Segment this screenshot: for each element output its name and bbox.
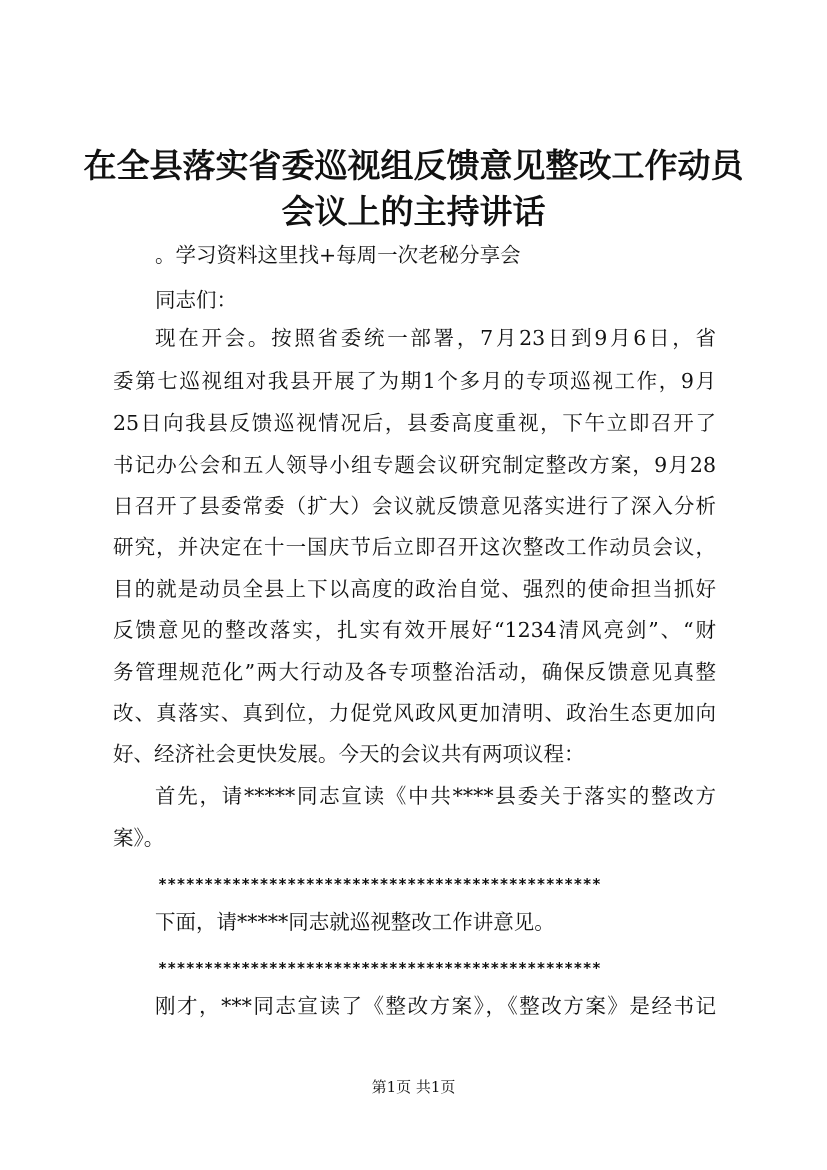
promo-note: 。学习资料这里找+每周一次老秘分享会 (155, 243, 521, 267)
paragraph-line: 好、经济社会更快发展。今天的会议共有两项议程： (113, 742, 585, 766)
paragraph-line: 务管理规范化”两大行动及各专项整治活动，确保反馈意见真整 (113, 660, 716, 684)
paragraph-line: 首先，请*****同志宣读《中共****县委关于落实的整改方 (155, 784, 716, 808)
paragraph-line: 委第七巡视组对我县开展了为期1个多月的专项巡视工作，9月 (113, 369, 716, 393)
paragraph-line: 研究，并决定在十一国庆节后立即召开这次整改工作动员会议， (113, 535, 716, 559)
page-footer: 第1页 共1页 (371, 1078, 456, 1096)
paragraph-line: 反馈意见的整改落实，扎实有效开展好“1234清风亮剑”、“财 (113, 618, 716, 642)
paragraph-line: 日召开了县委常委（扩大）会议就反馈意见落实进行了深入分析 (113, 494, 716, 518)
paragraph-line: 25日向我县反馈巡视情况后，县委高度重视，下午立即召开了 (113, 411, 716, 435)
paragraph-line: 下面，请*****同志就巡视整改工作讲意见。 (155, 910, 555, 934)
paragraph-line: 案》。 (113, 826, 165, 850)
document-title-line-2: 会议上的主持讲话 (281, 192, 546, 231)
salutation: 同志们： (155, 288, 237, 312)
paragraph-line: 刚才，***同志宣读了《整改方案》，《整改方案》是经书记 (155, 994, 716, 1018)
paragraph-line: 改、真落实、真到位，力促党风政风更加清明、政治生态更加向 (113, 701, 716, 725)
separator-stars: ************************************************ (158, 875, 602, 893)
separator-stars: ************************************************ (158, 959, 602, 977)
paragraph-line: 现在开会。按照省委统一部署，7月23日到9月6日，省 (155, 326, 716, 350)
document-title-line-1: 在全县落实省委巡视组反馈意见整改工作动员 (83, 146, 744, 185)
paragraph-line: 书记办公会和五人领导小组专题会议研究制定整改方案，9月28 (113, 453, 716, 477)
paragraph-line: 目的就是动员全县上下以高度的政治自觉、强烈的使命担当抓好 (113, 577, 716, 601)
